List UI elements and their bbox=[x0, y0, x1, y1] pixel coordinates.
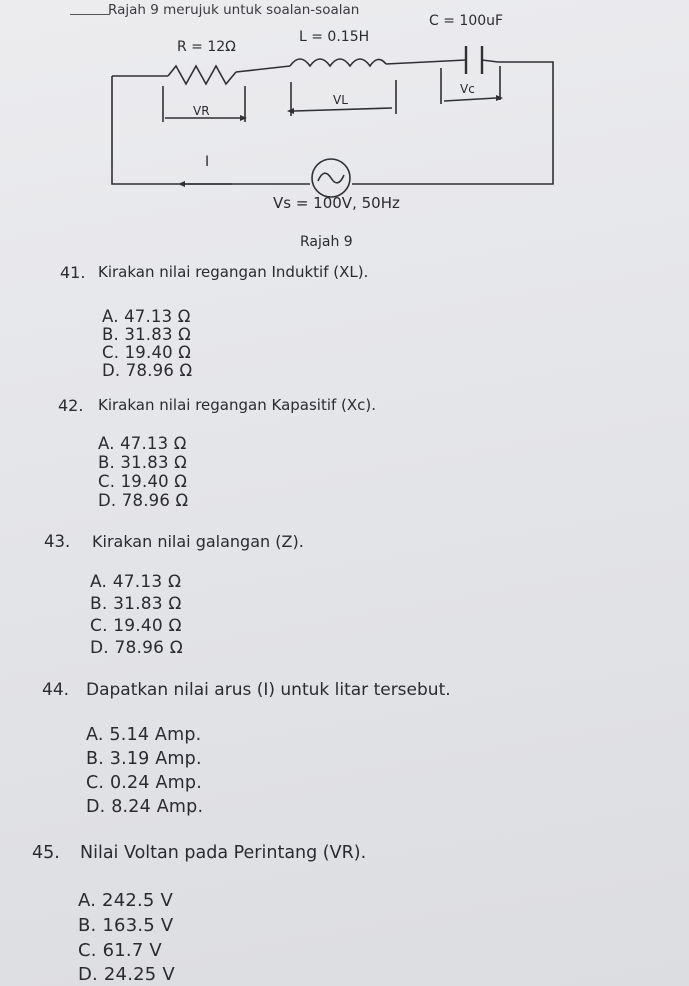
q44-option-d[interactable]: D. 8.24 Amp. bbox=[86, 797, 204, 817]
q45-option-d[interactable]: D. 24.25 V bbox=[78, 964, 175, 985]
question-45-text: Nilai Voltan pada Perintang (VR). bbox=[80, 843, 367, 863]
q45-option-b[interactable]: B. 163.5 V bbox=[78, 915, 174, 936]
resistor-symbol bbox=[168, 66, 236, 84]
question-42-text: Kirakan nilai regangan Kapasitif (Xc). bbox=[98, 396, 377, 414]
current-arrowhead bbox=[178, 181, 185, 187]
q43-option-c[interactable]: C. 19.40 Ω bbox=[90, 616, 182, 636]
vl-arrow-line bbox=[294, 108, 392, 111]
question-41-text: Kirakan nilai regangan Induktif (XL). bbox=[98, 263, 369, 281]
capacitor-label: C = 100uF bbox=[429, 13, 504, 29]
q42-option-d[interactable]: D. 78.96 Ω bbox=[98, 491, 189, 510]
vc-arrow-line bbox=[444, 98, 496, 101]
intro-text: Rajah 9 merujuk untuk soalan-soalan bbox=[108, 2, 360, 18]
q42-option-c[interactable]: C. 19.40 Ω bbox=[98, 472, 188, 491]
diagram-caption: Rajah 9 bbox=[300, 234, 353, 250]
q45-option-a[interactable]: A. 242.5 V bbox=[78, 890, 174, 911]
vc-label: Vc bbox=[460, 82, 475, 96]
q42-option-b[interactable]: B. 31.83 Ω bbox=[98, 453, 187, 472]
wire-top-mid bbox=[236, 66, 290, 72]
source-label: Vs = 100V, 50Hz bbox=[273, 194, 400, 212]
q41-option-c[interactable]: C. 19.40 Ω bbox=[102, 343, 192, 362]
vr-label: VR bbox=[193, 104, 210, 118]
question-41-number: 41. bbox=[60, 263, 86, 282]
q45-option-c[interactable]: C. 61.7 V bbox=[78, 940, 162, 961]
current-label: I bbox=[205, 154, 210, 170]
question-44-text: Dapatkan nilai arus (I) untuk litar tersebut. bbox=[86, 680, 451, 700]
circuit-diagram bbox=[0, 0, 689, 260]
resistor-label: R = 12Ω bbox=[177, 39, 236, 55]
q41-option-b[interactable]: B. 31.83 Ω bbox=[102, 325, 191, 344]
inductor-label: L = 0.15H bbox=[299, 29, 370, 45]
q41-option-a[interactable]: A. 47.13 Ω bbox=[102, 307, 191, 326]
vr-arrowhead bbox=[240, 115, 247, 121]
question-43-text: Kirakan nilai galangan (Z). bbox=[92, 532, 304, 551]
q42-option-a[interactable]: A. 47.13 Ω bbox=[98, 434, 187, 453]
question-45-number: 45. bbox=[32, 843, 60, 863]
question-43-number: 43. bbox=[44, 532, 71, 551]
q43-option-b[interactable]: B. 31.83 Ω bbox=[90, 594, 182, 614]
q43-option-d[interactable]: D. 78.96 Ω bbox=[90, 638, 183, 658]
q44-option-b[interactable]: B. 3.19 Amp. bbox=[86, 749, 202, 769]
q41-option-d[interactable]: D. 78.96 Ω bbox=[102, 361, 193, 380]
q44-option-c[interactable]: C. 0.24 Amp. bbox=[86, 773, 202, 793]
q43-option-a[interactable]: A. 47.13 Ω bbox=[90, 572, 182, 592]
vl-label: VL bbox=[333, 93, 348, 107]
question-42-number: 42. bbox=[58, 396, 84, 415]
wire-top-right bbox=[482, 60, 498, 62]
inductor-symbol bbox=[290, 59, 386, 66]
q44-option-a[interactable]: A. 5.14 Amp. bbox=[86, 725, 202, 745]
wire-left-bottom bbox=[112, 76, 310, 184]
question-44-number: 44. bbox=[42, 680, 70, 700]
ac-source-wave bbox=[318, 173, 344, 183]
wire-top-mid2 bbox=[386, 60, 466, 64]
wire-right bbox=[352, 62, 553, 184]
